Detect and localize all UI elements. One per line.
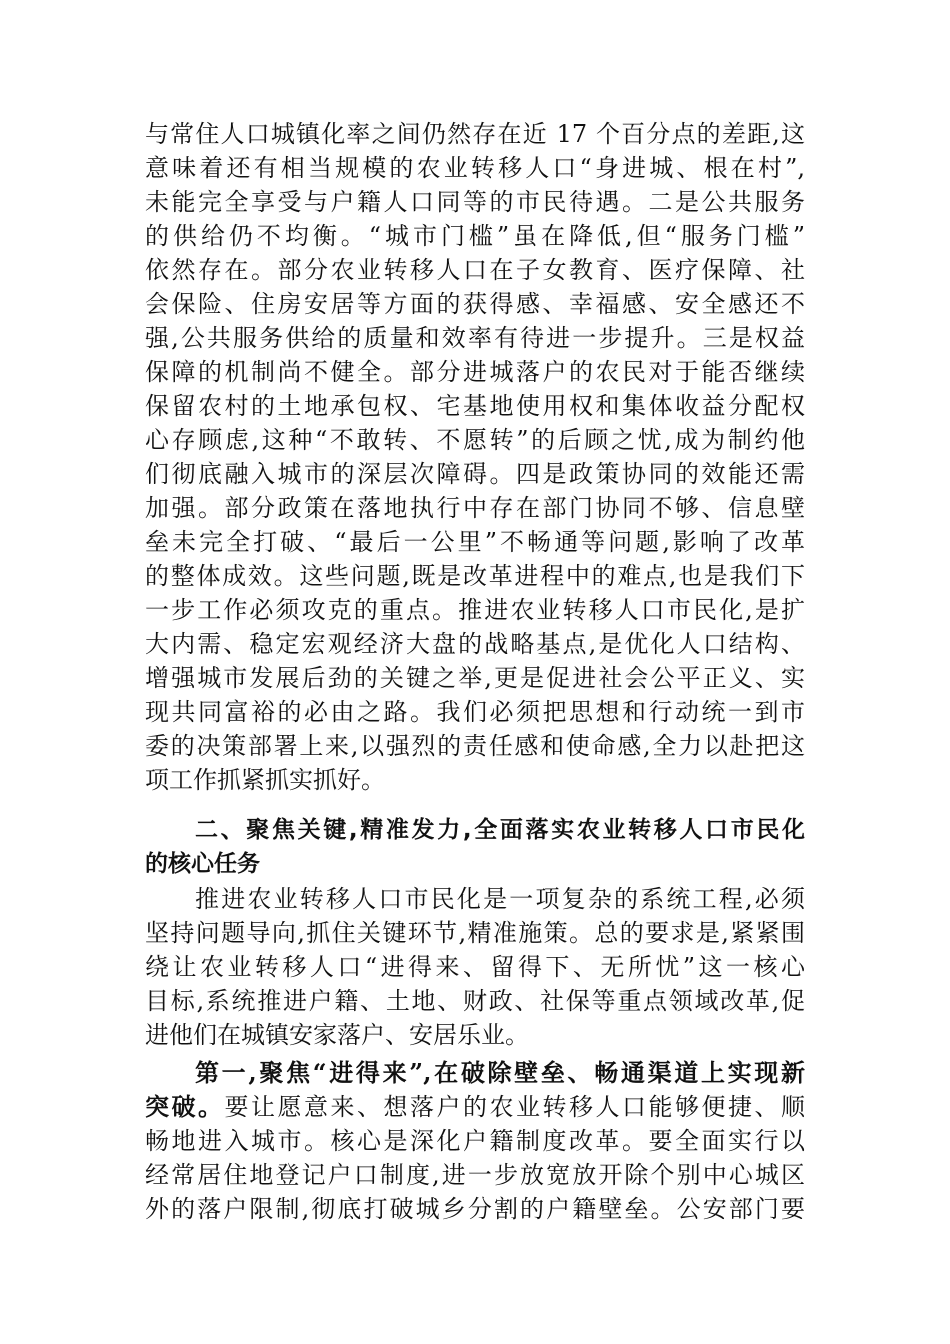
paragraph-3 — [145, 1056, 805, 1226]
text-line: 目标,系统推进户籍、土地、财政、社保等重点领域改革,促 — [145, 987, 805, 1015]
text-line: 一步工作必须攻克的重点。推进农业转移人口市民化,是扩 — [145, 596, 805, 624]
text-line: 意味着还有相当规模的农业转移人口“身进城、根在村”, — [145, 154, 805, 182]
text-line: 的供给仍不均衡。“城市门槛”虽在降低,但“服务门槛” — [145, 222, 805, 250]
text-line: 外的落户限制,彻底打破城乡分割的户籍壁垒。公安部门要 — [145, 1195, 805, 1223]
text-line: 增强城市发展后劲的关键之举,更是促进社会公平正义、实 — [145, 664, 805, 692]
text-line: 保障的机制尚不健全。部分进城落户的农民对于能否继续 — [145, 358, 805, 386]
text-line: 保留农村的土地承包权、宅基地使用权和集体收益分配权 — [145, 392, 805, 420]
text-line: 们彻底融入城市的深层次障碍。四是政策协同的效能还需 — [145, 460, 805, 488]
text-line: 与常住人口城镇化率之间仍然存在近 17 个百分点的差距,这 — [145, 120, 805, 148]
text-line: 心存顾虑,这种“不敢转、不愿转”的后顾之忧,成为制约他 — [145, 426, 805, 454]
text-line: 依然存在。部分农业转移人口在子女教育、医疗保障、社 — [145, 256, 805, 284]
text-line: 强,公共服务供给的质量和效率有待进一步提升。三是权益 — [145, 324, 805, 352]
text-line: 进他们在城镇安家落户、安居乐业。 — [145, 1021, 529, 1049]
text-line: 的整体成效。这些问题,既是改革进程中的难点,也是我们下 — [145, 562, 805, 590]
text-line: 委的决策部署上来,以强烈的责任感和使命感,全力以赴把这 — [145, 732, 805, 760]
section-heading — [145, 813, 805, 881]
bold-continuation: 突破。 — [145, 1092, 225, 1121]
heading-line: 的核心任务 — [145, 851, 260, 877]
text-line: 现共同富裕的必由之路。我们必须把思想和行动统一到市 — [145, 698, 805, 726]
paragraph-1 — [145, 117, 805, 797]
text-line: 大内需、稳定宏观经济大盘的战略基点,是优化人口结构、 — [145, 630, 805, 658]
text-line: 项工作抓紧抓实抓好。 — [145, 766, 385, 794]
heading-line: 二、聚焦关键,精准发力,全面落实农业转移人口市民化 — [195, 817, 805, 843]
text-line: 加强。部分政策在落地执行中存在部门协同不够、信息壁 — [145, 494, 805, 522]
bold-lead-line: 第一,聚焦“进得来”,在破除壁垒、畅通渠道上实现新 — [195, 1058, 805, 1087]
text-line — [145, 1090, 805, 1124]
paragraph-2 — [145, 882, 805, 1052]
text-line: 会保险、住房安居等方面的获得感、幸福感、安全感还不 — [145, 290, 805, 318]
text-line: 垒未完全打破、“最后一公里”不畅通等问题,影响了改革 — [145, 528, 805, 556]
regular-text: 要让愿意来、想落户的农业转移人口能够便捷、顺 — [224, 1093, 805, 1121]
text-line: 畅地进入城市。核心是深化户籍制度改革。要全面实行以 — [145, 1127, 805, 1155]
text-line: 未能完全享受与户籍人口同等的市民待遇。二是公共服务 — [145, 188, 805, 216]
text-line: 推进农业转移人口市民化是一项复杂的系统工程,必须 — [195, 885, 805, 913]
text-line: 坚持问题导向,抓住关键环节,精准施策。总的要求是,紧紧围 — [145, 919, 805, 947]
text-line: 经常居住地登记户口制度,进一步放宽放开除个别中心城区 — [145, 1161, 805, 1189]
text-line: 绕让农业转移人口“进得来、留得下、无所忧”这一核心 — [145, 953, 805, 981]
